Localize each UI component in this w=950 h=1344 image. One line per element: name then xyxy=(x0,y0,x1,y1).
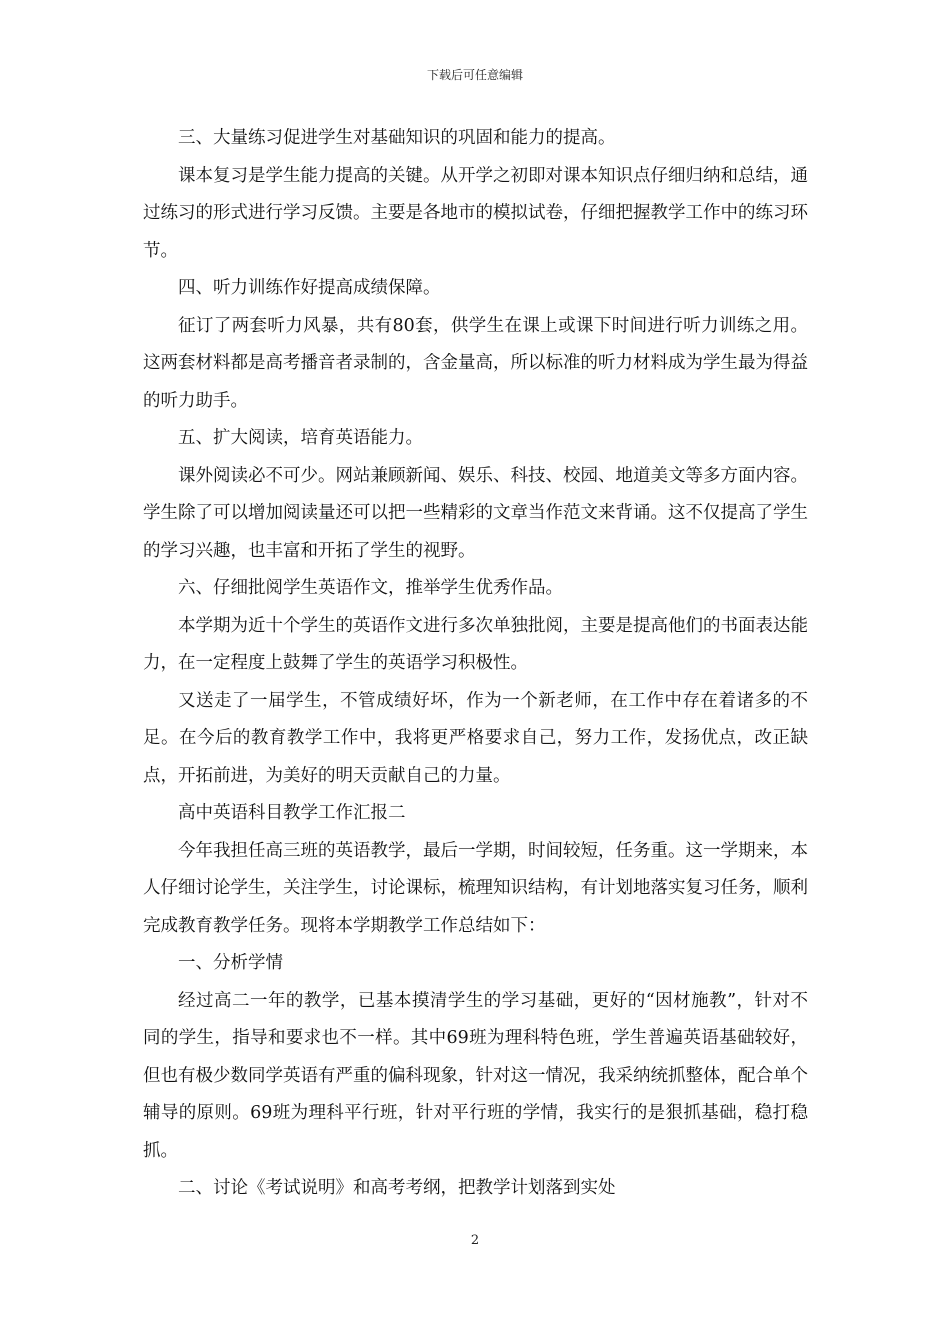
paragraph-textbook-review: 课本复习是学生能力提高的关键。从开学之初即对课本知识点仔细归纳和总结，通过练习的形式进行学习反馈。主要是各地市的模拟试卷，仔细把握教学工作中的练习环节。 xyxy=(143,165,808,261)
section-heading-5: 五、扩大阅读，培育英语能力。 xyxy=(178,428,423,448)
section-heading-exam-study: 二、讨论《考试说明》和高考考纲，把教学计划落到实处 xyxy=(178,1178,616,1198)
document-body xyxy=(143,120,808,1208)
report-two-title: 高中英语科目教学工作汇报二 xyxy=(178,803,406,823)
paragraph-analysis: 经过高二一年的教学，已基本摸清学生的学习基础，更好的“因材施教”，针对不同的学生，指导和要求也不一样。其中69班为理科特色班，学生普遍英语基础较好，但也有极少数同学英语有严重的偏科现象，针对这一情况，我采纳统抓整体，配合单个辅导的原则。69班为理科平行班，针对平行班的学情，我实行的是狠抓基础，稳打稳抓。 xyxy=(143,990,808,1161)
page-header-note: 下载后可任意编辑 xyxy=(426,68,523,82)
paragraph-composition: 本学期为近十个学生的英语作文进行多次单独批阅，主要是提高他们的书面表达能力，在一定程度上鼓舞了学生的英语学习积极性。 xyxy=(143,615,808,673)
page-number: 2 xyxy=(470,1233,480,1248)
section-heading-4: 四、听力训练作好提高成绩保障。 xyxy=(178,278,441,298)
paragraph-listening: 征订了两套听力风暴，共有80套，供学生在课上或课下时间进行听力训练之用。这两套材料都是高考播音者录制的，含金量高，所以标准的听力材料成为学生最为得益的听力助手。 xyxy=(143,315,808,411)
section-heading-3: 三、大量练习促进学生对基础知识的巩固和能力的提高。 xyxy=(178,128,616,148)
paragraph-conclusion: 又送走了一届学生，不管成绩好坏，作为一个新老师，在工作中存在着诸多的不足。在今后的教育教学工作中，我将更严格要求自己，努力工作，发扬优点，改正缺点，开拓前进，为美好的明天贡献自己的力量。 xyxy=(143,690,808,786)
section-heading-analysis: 一、分析学情 xyxy=(178,953,283,973)
section-heading-6: 六、仔细批阅学生英语作文，推举学生优秀作品。 xyxy=(178,578,563,598)
paragraph-report-intro: 今年我担任高三班的英语教学，最后一学期，时间较短，任务重。这一学期来，本人仔细讨论学生，关注学生，讨论课标，梳理知识结构，有计划地落实复习任务，顺利完成教育教学任务。现将本学期教学工作总结如下： xyxy=(143,840,808,936)
paragraph-reading: 课外阅读必不可少。网站兼顾新闻、娱乐、科技、校园、地道美文等多方面内容。学生除了可以增加阅读量还可以把一些精彩的文章当作范文来背诵。这不仅提高了学生的学习兴趣，也丰富和开拓了学生的视野。 xyxy=(143,465,808,561)
